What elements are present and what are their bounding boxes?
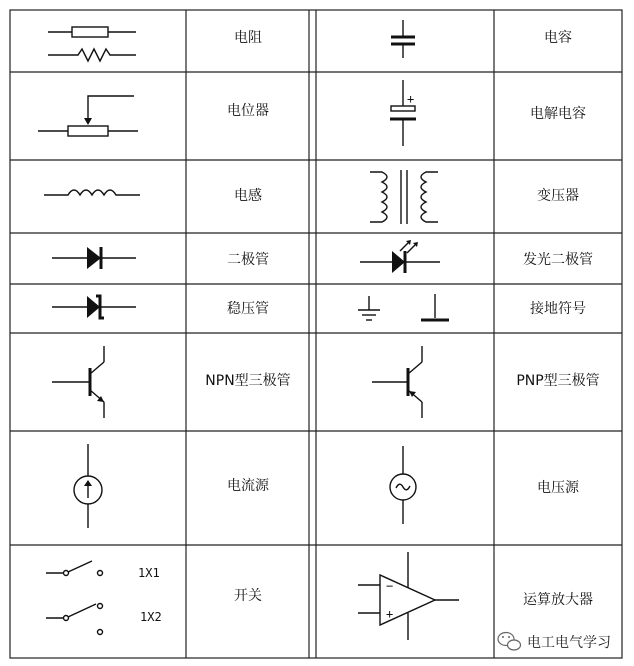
label-zener-diode: 稳压管	[227, 301, 269, 317]
label-op-amp: 运算放大器	[523, 592, 593, 608]
transformer-symbol	[370, 170, 438, 224]
op-amp-minus-sign: −	[386, 579, 394, 593]
switch-symbol	[46, 561, 162, 635]
label-inductor: 电感	[234, 188, 262, 204]
label-switch: 开关	[234, 588, 262, 604]
inductor-symbol	[44, 190, 140, 195]
op-amp-plus-sign: +	[386, 607, 394, 621]
resistor-symbol	[48, 27, 136, 61]
pnp-transistor-symbol	[372, 346, 422, 418]
electrolytic-plus-sign: +	[407, 92, 415, 106]
electrolytic-capacitor-symbol	[390, 80, 416, 146]
label-electrolytic-capacitor: 电解电容	[530, 106, 586, 122]
switch-label-1x2: 1X2	[140, 610, 162, 624]
label-pnp-transistor: PNP型三极管	[516, 373, 600, 389]
zener-diode-symbol	[52, 296, 136, 318]
label-ground-symbol: 接地符号	[530, 301, 586, 317]
label-transformer: 变压器	[537, 188, 579, 204]
label-resistor: 电阻	[234, 30, 262, 46]
watermark	[498, 633, 611, 652]
watermark-text: 电工电气学习	[527, 635, 611, 651]
led-symbol	[360, 240, 440, 273]
op-amp-symbol	[358, 552, 459, 640]
wechat-icon	[498, 633, 521, 651]
label-capacitor: 电容	[544, 30, 572, 46]
current-source-symbol	[74, 444, 102, 528]
label-potentiometer: 电位器	[227, 103, 269, 119]
label-npn-transistor: NPN型三极管	[205, 373, 291, 389]
npn-transistor-symbol	[52, 346, 104, 418]
label-diode: 二极管	[227, 252, 269, 268]
switch-label-1x1: 1X1	[138, 566, 160, 580]
voltage-source-symbol	[390, 446, 416, 524]
potentiometer-symbol	[38, 96, 138, 136]
ground-symbol	[358, 294, 449, 320]
label-led: 发光二极管	[523, 252, 593, 268]
capacitor-symbol	[391, 20, 415, 58]
diode-symbol	[52, 247, 136, 269]
label-voltage-source: 电压源	[537, 480, 579, 496]
label-current-source: 电流源	[227, 478, 269, 494]
